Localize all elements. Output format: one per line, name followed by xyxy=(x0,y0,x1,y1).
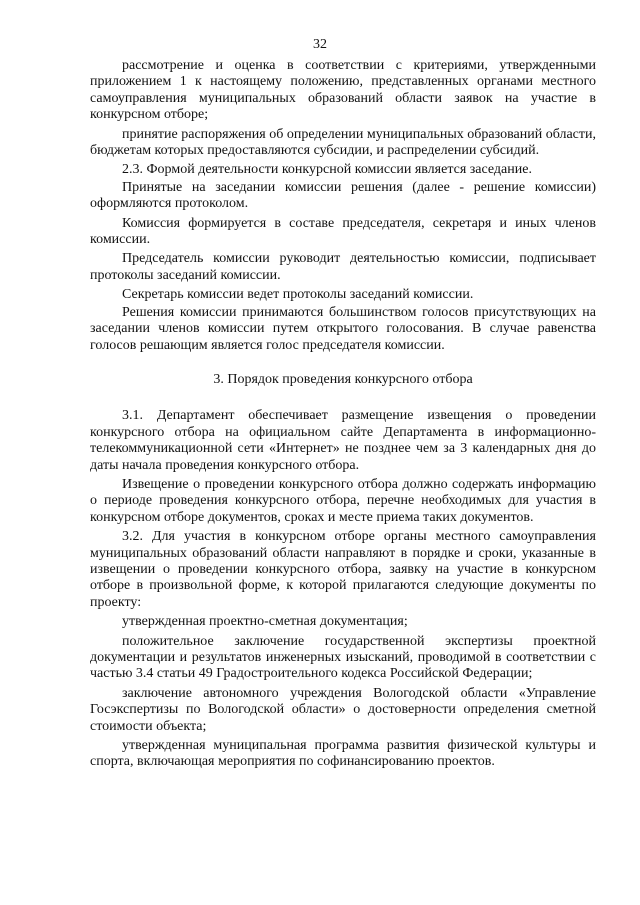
paragraph: Принятые на заседании комиссии решения (далее - решение комиссии) оформляются протоколом. xyxy=(90,179,596,212)
list-item: положительное заключение государственной экспертизы проектной документации и результатов инженерных изысканий, проводимой в соответствии с частью 3.4 статьи 49 Градостроительного кодекса Российской Федерации; xyxy=(90,633,596,682)
paragraph: 2.3. Формой деятельности конкурсной комиссии является заседание. xyxy=(122,162,532,178)
paragraph: рассмотрение и оценка в соответствии с критериями, утвержденными приложением 1 к настоящему положению, представленных органами местного самоуправления муниципальных образований области заявок на участие в конкурсном отборе; xyxy=(90,58,596,123)
paragraph: 3.2. Для участия в конкурсном отборе органы местного самоуправления муниципальных образований области направляют в порядке и сроки, указанные в извещении о проведении конкурсного отбора, заявку на участие в конкурсном отборе в произвольной форме, к которой прилагаются следующие документы по проекту: xyxy=(90,529,596,610)
paragraph: 3.1. Департамент обеспечивает размещение извещения о проведении конкурсного отбора на официальном сайте Департамента в информационно-телекоммуникационной сети «Интернет» не позднее чем за 3 календарных дня до даты начала проведения конкурсного отбора. xyxy=(90,408,596,473)
list-item: утвержденная проектно-сметная документация; xyxy=(122,614,408,630)
paragraph: Извещение о проведении конкурсного отбора должно содержать информацию о периоде проведения конкурсного отбора, перечне необходимых для участия в конкурсном отборе документов, сроках и месте приема таких документов. xyxy=(90,476,596,525)
document-body xyxy=(90,58,596,774)
list-item: заключение автономного учреждения Вологодской области «Управление Госэкспертизы по Вологодской области» о достоверности определения сметной стоимости объекта; xyxy=(90,685,596,734)
paragraph: Решения комиссии принимаются большинством голосов присутствующих на заседании членов комиссии путем открытого голосования. В случае равенства голосов решающим является голос председателя комиссии. xyxy=(90,304,596,353)
page-number: 32 xyxy=(313,37,327,52)
list-item: утвержденная муниципальная программа развития физической культуры и спорта, включающая мероприятия по софинансированию проектов. xyxy=(90,738,596,770)
paragraph: Секретарь комиссии ведет протоколы заседаний комиссии. xyxy=(122,287,474,303)
section-heading: 3. Порядок проведения конкурсного отбора xyxy=(213,371,473,387)
paragraph: Председатель комиссии руководит деятельностью комиссии, подписывает протоколы заседаний комиссии. xyxy=(90,251,596,283)
paragraph: Комиссия формируется в составе председателя, секретаря и иных членов комиссии. xyxy=(90,215,596,248)
paragraph: принятие распоряжения об определении муниципальных образований области, бюджетам которых предоставляются субсидии, и распределении субсидий. xyxy=(90,126,597,159)
